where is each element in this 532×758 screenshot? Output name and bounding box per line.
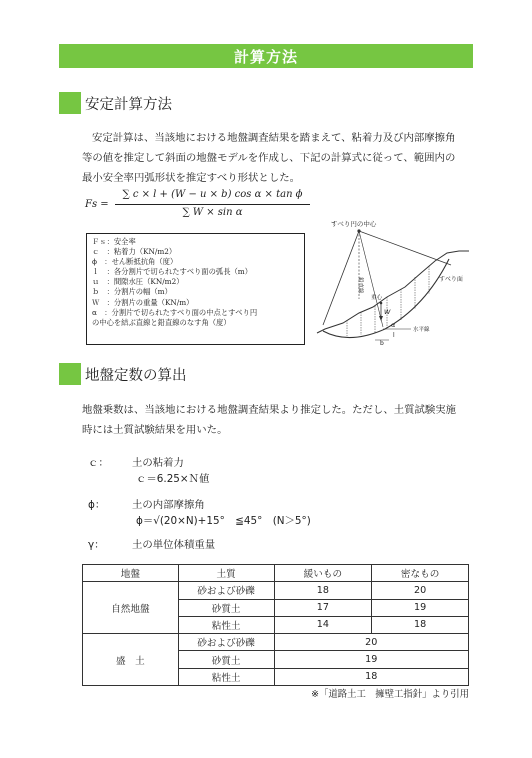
soil-paragraph xyxy=(82,400,474,440)
section-heading-stability xyxy=(59,91,172,115)
def-symbol: ϕ： xyxy=(88,499,106,511)
table-row xyxy=(83,582,469,599)
group-cell-natural: 自然地盤 xyxy=(83,582,179,634)
soil-type-cell: 砂および砂礫 xyxy=(178,582,274,599)
b-label: b xyxy=(380,340,384,345)
centroid-label: 重心 xyxy=(371,295,383,301)
loose-value-cell: 18 xyxy=(274,582,372,599)
safety-factor-formula xyxy=(85,189,310,227)
centroid-point xyxy=(380,302,383,305)
legend-item: ｕ ：間隙水圧（KN/m2） xyxy=(92,277,184,287)
table-header-row xyxy=(83,565,469,582)
legend-item: ｌ ：各分割片で切られたすべり面の弧長（m） xyxy=(92,267,253,277)
horizontal-label: 水平線 xyxy=(413,327,430,333)
def-formula: ϕ＝√(20×N)+15° ≦45° (N＞5°) xyxy=(136,515,311,527)
merged-value-cell: 19 xyxy=(274,651,469,668)
dense-value-cell: 18 xyxy=(372,616,469,633)
section-heading-soil-constants xyxy=(59,362,187,386)
formula-denominator: ∑ W × sin α xyxy=(182,207,243,218)
weight-label: W xyxy=(384,308,391,316)
l-label: l xyxy=(393,332,395,339)
page-title: 計算方法 xyxy=(233,47,298,66)
soil-type-cell: 砂質土 xyxy=(178,599,274,616)
soil-type-cell: 砂および砂礫 xyxy=(178,634,274,651)
def-name: 土の単位体積重量 xyxy=(132,539,216,551)
paragraph-line: 安定計算は、当該地における地盤調査結果を踏まえて、粘着力及び内部摩擦角 xyxy=(92,132,456,144)
paragraph-line: 地盤乗数は、当該地における地盤調査結果より推定した。ただし、土質試験実施 xyxy=(82,404,457,416)
slip-circle-diagram xyxy=(313,217,471,345)
legend-item: Ｆｓ：安全率 xyxy=(92,237,136,246)
citation-note: ※「道路土工 擁壁工指針」より引用 xyxy=(311,689,469,700)
legend-item: の中心を結ぶ直線と鉛直線のなす角（度） xyxy=(92,317,231,327)
fraction-bar xyxy=(115,204,310,205)
symbol-legend xyxy=(86,233,305,345)
group-cell-fill: 盛 土 xyxy=(83,634,179,686)
weight-arrowhead xyxy=(379,316,383,321)
soil-type-cell: 砂質土 xyxy=(178,651,274,668)
table-header-cell: 緩いもの xyxy=(274,565,372,582)
paragraph-line: 最小安全率円弧形状を推定すべり形状とした。 xyxy=(82,172,300,184)
table-header-cell: 密なもの xyxy=(372,565,469,582)
def-name: 土の粘着力 xyxy=(132,457,184,469)
vertical-label: 鉛直線 xyxy=(357,277,363,294)
table-header-cell: 地盤 xyxy=(83,565,179,582)
heading-marker xyxy=(59,92,81,114)
loose-value-cell: 17 xyxy=(274,599,372,616)
alpha-label: α xyxy=(391,321,396,329)
merged-value-cell: 20 xyxy=(274,634,469,651)
soil-type-cell: 粘性土 xyxy=(178,668,274,685)
legend-item: ｂ ：分割片の幅（m） xyxy=(92,287,172,297)
radius-line-left xyxy=(323,231,359,325)
dense-value-cell: 19 xyxy=(372,599,469,616)
section-title: 地盤定数の算出 xyxy=(85,367,187,384)
def-symbol: γ： xyxy=(88,539,105,551)
legend-item: Ｗ ：分割片の重量（KN/m） xyxy=(92,297,194,307)
dense-value-cell: 20 xyxy=(372,582,469,599)
paragraph-line: 時には土質試験結果を用いた。 xyxy=(82,424,228,436)
soil-type-cell: 粘性土 xyxy=(178,616,274,633)
def-symbol: ｃ： xyxy=(88,457,109,469)
unit-weight-table xyxy=(82,564,469,686)
table-row xyxy=(83,634,469,651)
title-banner xyxy=(59,44,473,68)
formula-lhs: Fs = xyxy=(85,199,109,210)
loose-value-cell: 14 xyxy=(274,616,372,633)
merged-value-cell: 18 xyxy=(274,668,469,685)
stability-paragraph xyxy=(82,128,474,188)
table-header-cell: 土質 xyxy=(178,565,274,582)
paragraph-line: 等の値を推定して斜面の地盤モデルを作成し、下記の計算式に従って、範囲内の xyxy=(82,152,456,164)
legend-item: ｃ ：粘着力（KN/m2） xyxy=(92,247,177,257)
legend-item: α ：分割片で切られたすべり面の中点とすべり円 xyxy=(92,307,258,317)
slip-surface-label: すべり面 xyxy=(439,276,463,283)
center-label: すべり円の中心 xyxy=(331,220,377,228)
heading-marker xyxy=(59,363,81,385)
def-formula: ｃ＝6.25×Ｎ値 xyxy=(136,473,210,485)
def-name: 土の内部摩擦角 xyxy=(132,499,205,511)
legend-item: ϕ ：せん断抵抗角（度） xyxy=(92,257,178,267)
formula-numerator: ∑ c × l + (W − u × b) cos α × tan ϕ xyxy=(122,189,303,200)
section-title: 安定計算方法 xyxy=(85,96,172,113)
